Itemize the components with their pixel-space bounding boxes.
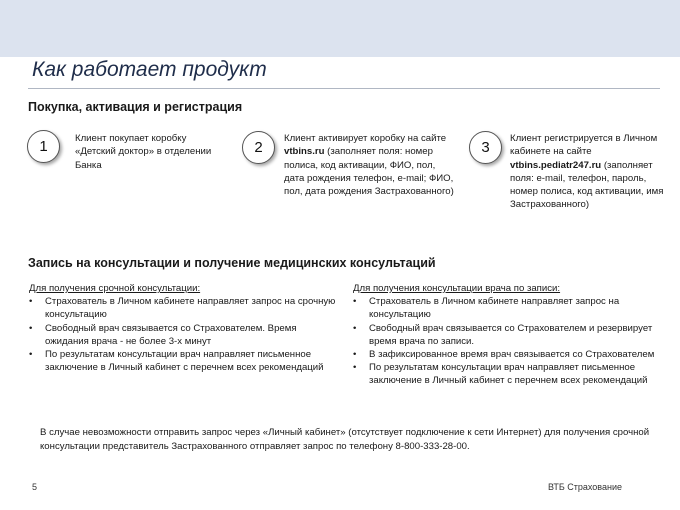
slide-title: Как работает продукт — [32, 58, 267, 81]
list-item-text: Страхователь в Личном кабинете направляет запрос на срочную консультацию — [45, 296, 336, 321]
list-item — [353, 348, 665, 361]
vtbins-link[interactable]: vtbins.ru — [284, 146, 325, 158]
step-number: 3 — [481, 139, 490, 156]
step-2-text-before: Клиент активирует коробку на сайте — [284, 133, 447, 144]
step-3-text-after: (заполняет поля: e-mail, телефон, пароль, номер полиса, код активации, имя Застрахованного) — [510, 159, 664, 211]
step-2-text — [284, 132, 454, 198]
scheduled-consultation-column — [353, 282, 665, 388]
step-1-circle — [27, 130, 60, 163]
phone-fallback-note: В случае невозможности отправить запрос через «Личный кабинет» (отсутствует подключение к сети Интернет) для получения срочной консультации представитель Застрахованного отправляет запрос по телефону 8-800-333-28-00. — [40, 427, 650, 452]
list-item — [353, 322, 665, 348]
step-1-text: Клиент покупает коробку «Детский доктор» в отделении Банка — [75, 133, 212, 171]
bullet: • — [29, 296, 33, 308]
bullet: • — [29, 349, 33, 361]
page-number: 5 — [32, 482, 38, 492]
header-band — [0, 0, 680, 57]
step-number: 1 — [39, 138, 48, 155]
urgent-list — [29, 295, 339, 374]
step-number: 2 — [254, 139, 263, 156]
step-3-circle — [469, 131, 502, 164]
bullet: • — [353, 349, 357, 361]
footer-brand: ВТБ Страхование — [547, 482, 622, 492]
pediatr247-link[interactable]: vtbins.pediatr247.ru — [510, 159, 602, 171]
section-heading-purchase: Покупка, активация и регистрация — [28, 100, 243, 114]
bullet: • — [353, 362, 357, 374]
urgent-consultation-column — [29, 282, 339, 374]
list-item — [29, 348, 339, 374]
list-item-text: Страхователь в Личном кабинете направляет запрос на консультацию — [369, 296, 620, 321]
section-heading-consultations: Запись на консультации и получение медицинских консультаций — [28, 256, 436, 270]
list-item-text: В зафиксированное время врач связывается со Страхователем — [369, 349, 655, 361]
scheduled-list — [353, 295, 665, 387]
step-2-circle — [242, 131, 275, 164]
step-2-text-after: (заполняет поля: номер полиса, код активации, ФИО, пол, дата рождения телефон, e-mail; ФИО, пол, дата рождения Застрахованного) — [284, 146, 454, 198]
urgent-heading: Для получения срочной консультации: — [29, 283, 201, 294]
list-item — [353, 295, 665, 321]
list-item — [353, 361, 665, 387]
bullet: • — [353, 322, 357, 334]
list-item-text: Свободный врач связывается со Страхователем. Время ожидания врача - не более 3-х минут — [45, 322, 297, 347]
list-item-text: Свободный врач связывается со Страхователем и резервирует время врача по записи. — [369, 322, 653, 347]
bullet: • — [353, 296, 357, 308]
scheduled-heading: Для получения консультации врача по записи: — [353, 283, 561, 294]
list-item — [29, 295, 339, 321]
step-3-text — [510, 132, 670, 212]
step-3-text-before: Клиент регистрируется в Личном кабинете на сайте — [510, 133, 658, 158]
title-divider — [28, 88, 660, 89]
list-item-text: По результатам консультации врач направляет письменное заключение в Личный кабинет с перечнем всех рекомендаций — [45, 349, 324, 374]
list-item — [29, 322, 339, 348]
bullet: • — [29, 322, 33, 334]
list-item-text: По результатам консультации врач направляет письменное заключение в Личный кабинет с перечнем всех рекомендаций — [369, 362, 648, 387]
